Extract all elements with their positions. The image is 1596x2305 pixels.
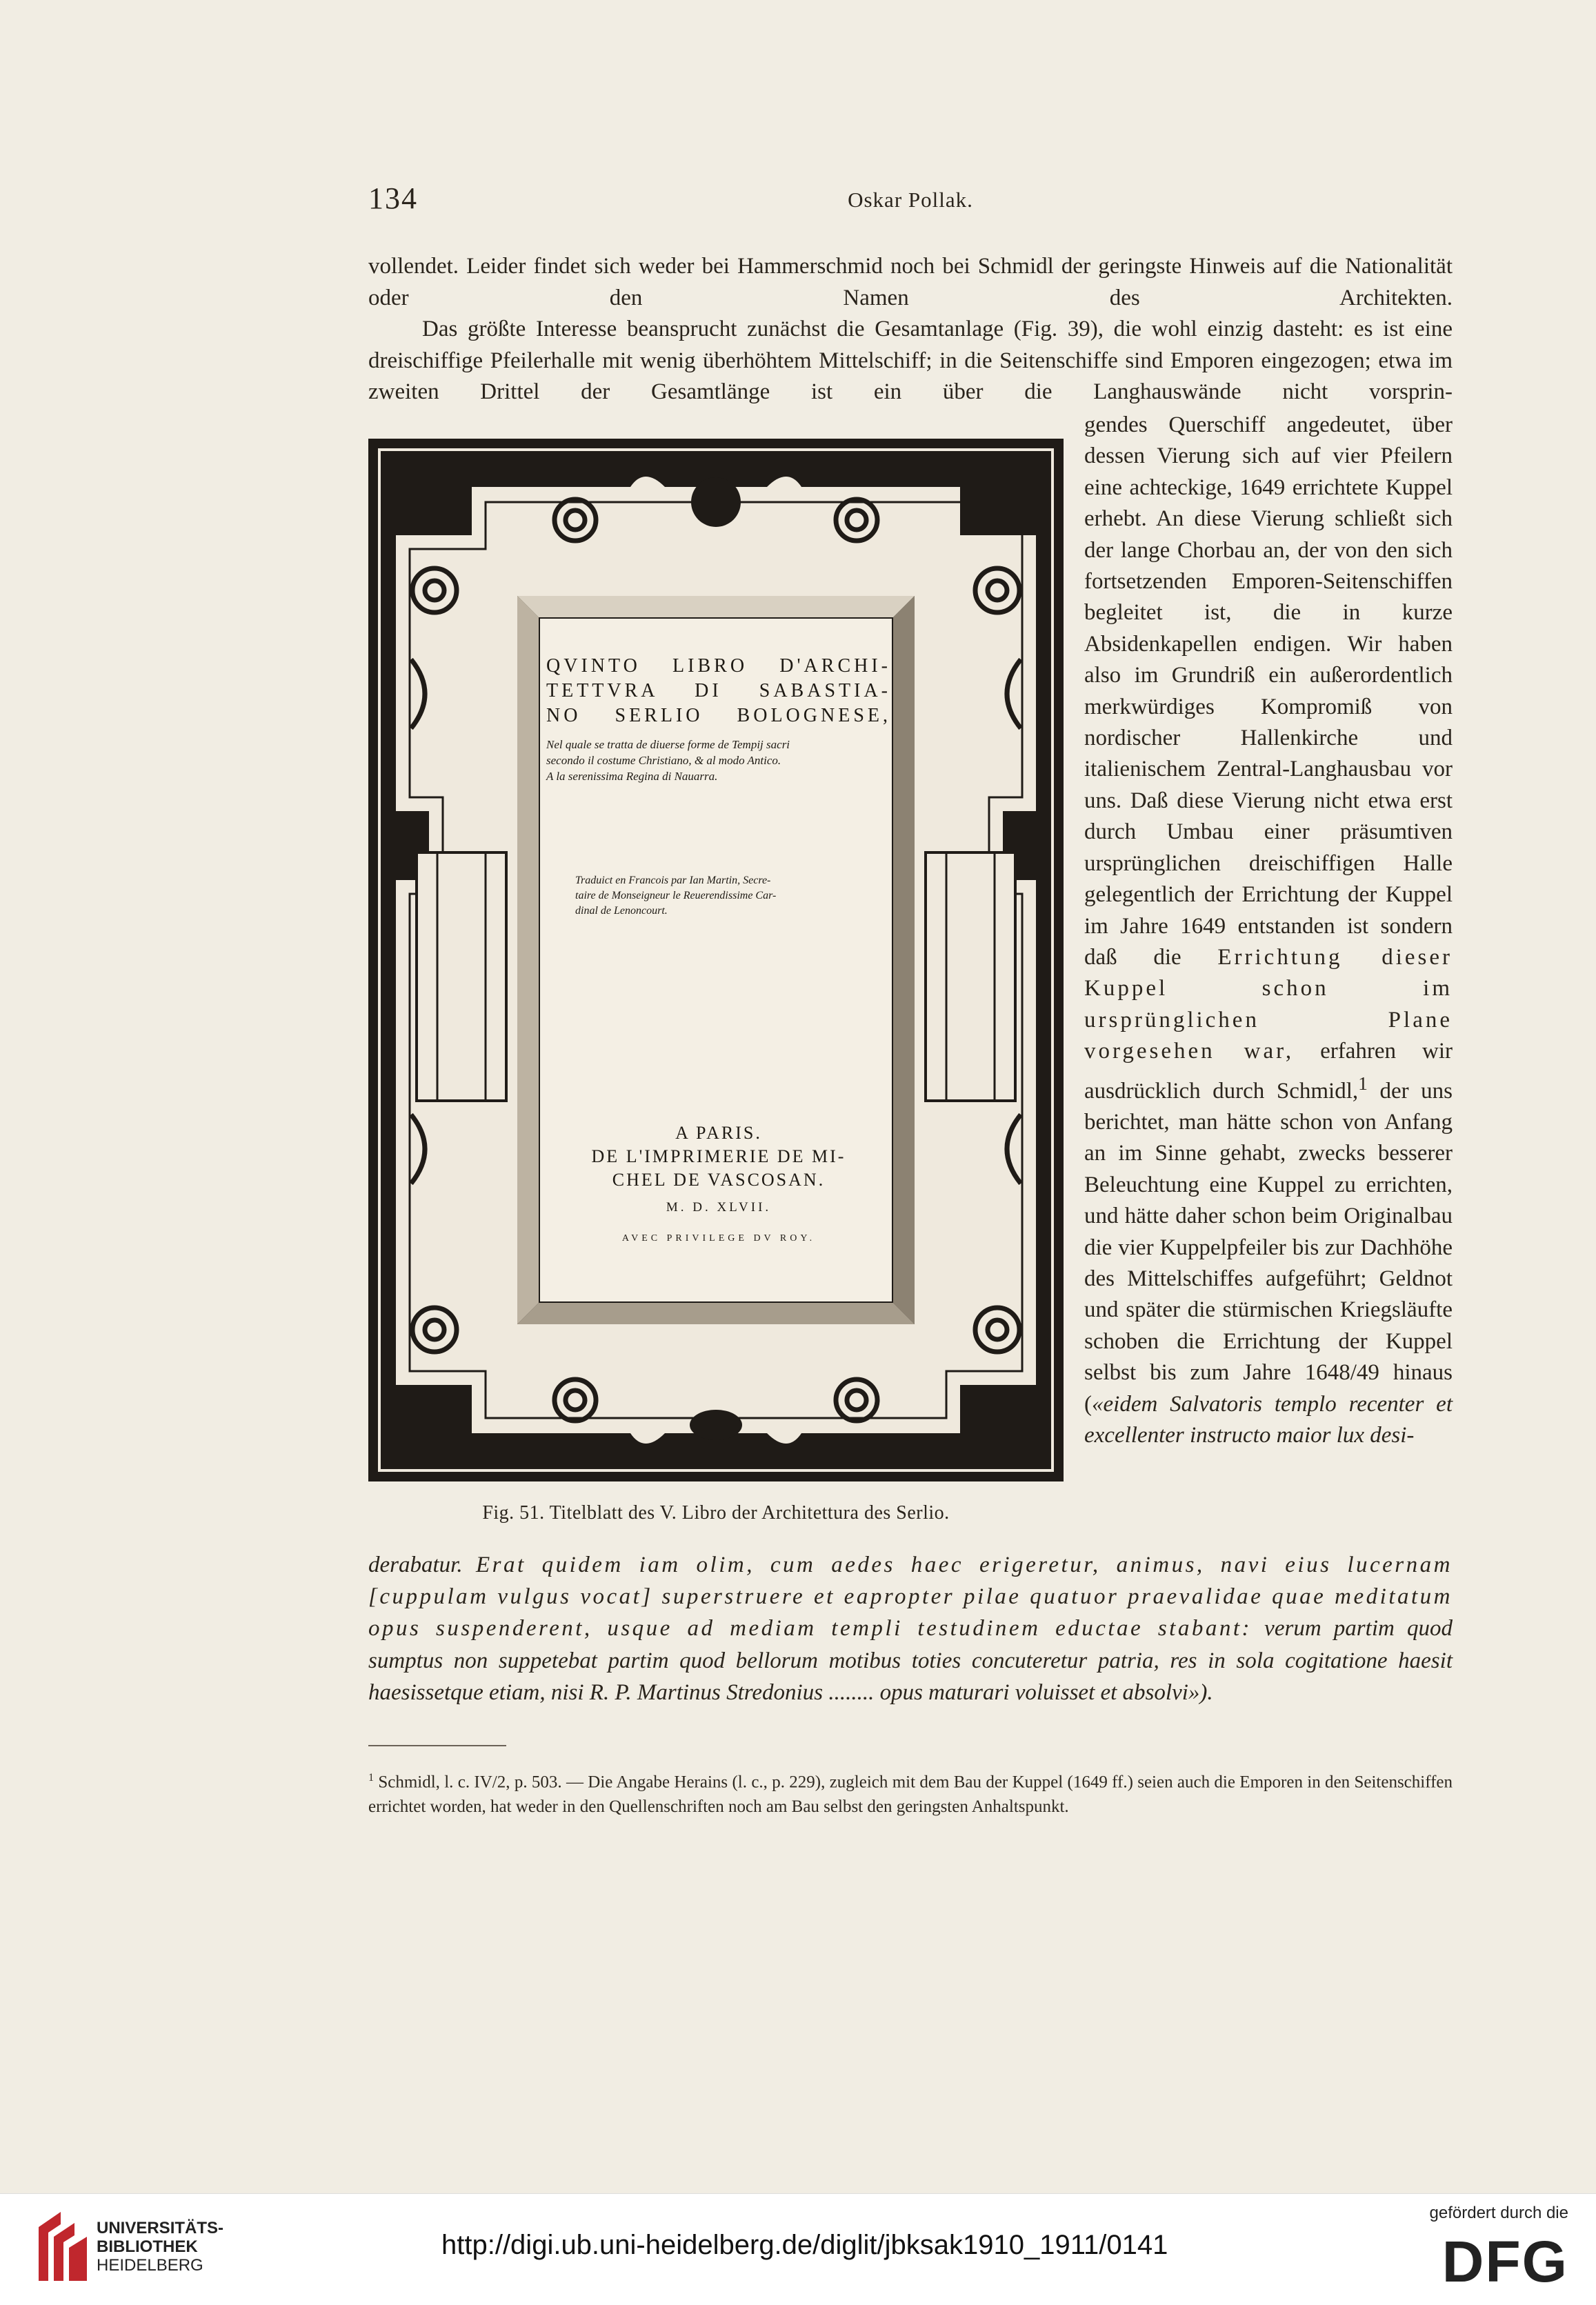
column-paragraph	[1084, 410, 1453, 1451]
title-page-date: M. D. XLVII.	[666, 1200, 772, 1215]
imprint-line: A PARIS.	[675, 1123, 762, 1143]
library-name-line: UNIVERSITÄTS-	[97, 2219, 224, 2237]
title-page-privilege: AVEC PRIVILEGE DV ROY.	[621, 1233, 816, 1244]
latin-quote-start: «eidem Salvatoris templo recenter et excellenter instructo maior lux desi-	[1084, 1391, 1453, 1448]
title-page-imprint	[546, 1121, 891, 1192]
subtitle-line: A la serenissima Regina di Nauarra.	[546, 770, 718, 783]
permalink-url[interactable]: http://digi.ub.uni-heidelberg.de/diglit/jbksak1910_1911/0141	[441, 2230, 1168, 2260]
subtitle-line: secondo il costume Christiano, & al modo Antico.	[546, 754, 781, 767]
ornamental-frame	[368, 439, 1064, 1481]
translation-line: dinal de Lenoncourt.	[575, 905, 668, 917]
intro-text	[368, 251, 1453, 408]
paragraph-2: Das größte Interesse beansprucht zunächst die Gesamtanlage (Fig. 39), die wohl einzig dasteht: es ist eine dreischiffige Pfeilerhalle mit wenig überhöhtem Mittelschiff; in die Seitenschiffe sind Emporen eingezogen; etwa im zweiten Drittel der Gesamtlänge ist ein über die Langhauswände nicht vorsprin-	[368, 317, 1453, 404]
figure-caption: Fig. 51. Titelblatt des V. Libro der Architettura des Serlio.	[482, 1502, 950, 1524]
running-head	[368, 181, 1453, 222]
paragraph-1: vollendet. Leider findet sich weder bei Hammerschmid noch bei Schmidl der geringste Hinweis auf die Nationalität oder den Namen des Architekten.	[368, 254, 1453, 310]
footnote	[368, 1766, 1453, 1819]
title-page-figure	[368, 439, 1064, 1481]
title-line: TETTVRA DI SABASTIA-	[546, 680, 891, 701]
title-page-heading	[546, 654, 891, 728]
spaced-emphasis: Errichtung dieser Kuppel schon im ursprünglichen Plane vorgesehen war,	[1084, 944, 1453, 1064]
translation-line: taire de Monseigneur le Reuerendissime Car-	[575, 890, 777, 901]
footnote-marker: 1	[1358, 1072, 1368, 1094]
column-text-2: erfahren wir ausdrücklich durch Schmidl,	[1084, 1039, 1453, 1104]
title-line: QVINTO LIBRO D'ARCHI-	[546, 655, 891, 677]
page-number: 134	[368, 181, 418, 215]
dfg-logo: DFG	[1442, 2229, 1568, 2294]
footnote-text: Schmidl, l. c. IV/2, p. 503. — Die Angabe Herains (l. c., p. 229), zugleich mit dem Bau der Kuppel (1649 ff.) seien auch die Emporen in den Seitenschiffen errichtet worden, hat weder in den Quellenschriften noch am Bau selbst den geringsten Anhaltspunkt.	[368, 1773, 1453, 1817]
latin-line-1: derabatur.	[368, 1553, 463, 1577]
funding-label: gefördert durch die	[1429, 2204, 1568, 2222]
imprint-line: DE L'IMPRIMERIE DE MI-	[591, 1146, 846, 1166]
title-page-subtitle	[546, 737, 891, 784]
running-title: Oskar Pollak.	[848, 188, 973, 212]
title-line: NO SERLIO BOLOGNESE,	[546, 705, 891, 726]
library-name-line: BIBLIOTHEK	[97, 2237, 198, 2256]
column-text: gendes Querschiff angedeutet, über dessen Vierung sich auf vier Pfeilern eine achteckige, 1649 errichtete Kuppel erhebt. An diese Vierung schließt sich der lange Chorbau an, der von den sich fortsetzenden Emporen-Seitenschiffen begleitet ist, die in kurze Absidenkapellen endigen. Wir haben also im Grundriß ein außerordentlich merkwürdiges Kompromiß von nordischer Hallenkirche und italienischem Zentral-Langhausbau vor uns. Daß diese Vierung nicht etwa erst durch Umbau einer präsumtiven ursprünglichen dreischiffigen Halle gelegentlich der Errichtung der Kuppel im Jahre 1649 entstanden ist sondern daß die	[1084, 412, 1453, 970]
library-logo-icon	[33, 2209, 90, 2285]
digitization-footer	[0, 2193, 1596, 2305]
imprint-line: CHEL DE VASCOSAN.	[612, 1170, 826, 1190]
translation-line: Traduict en Francois par Ian Martin, Secre-	[575, 875, 771, 886]
footnote-rule	[368, 1745, 506, 1746]
library-name	[97, 2219, 223, 2275]
title-page-translation	[575, 873, 879, 919]
latin-paragraph	[368, 1549, 1453, 1708]
latin-rest: verum partim quod sumptus non suppetebat partim quod bellorum motibus toties concuteretur patria, res in sola cogitatione haesit haesissetque etiam, nisi R. P. Martinus Stredonius ........ opus maturari voluisset et absolvi»).	[368, 1616, 1453, 1705]
subtitle-line: Nel quale se tratta de diuerse forme de Tempij sacri	[546, 738, 790, 751]
column-text-3: der uns berichtet, man hätte schon von Anfang an im Sinne gehabt, zwecks besserer Beleuchtung eine Kuppel zu errichten, und hätte daher schon beim Originalbau die vier Kuppelpfeiler bis zur Dachhöhe des Mittelschiffes aufgeführt; Geldnot und später die stürmischen Kriegsläufte schoben die Errichtung der Kuppel selbst bis zum Jahre 1648/49 hinaus (	[1084, 1078, 1453, 1417]
footnote-number: 1	[368, 1772, 374, 1784]
wrapped-column	[1084, 410, 1453, 1451]
latin-spaced: Erat quidem iam olim, cum aedes haec erigeretur, animus, navi eius lucernam [cuppulam vulgus vocat] superstruere et eapropter pilae quatuor praevalidae quae meditatum opus suspenderent, usque ad mediam templi testudinem eductae stabant:	[368, 1553, 1453, 1642]
library-name-line: HEIDELBERG	[97, 2256, 203, 2275]
latin-quotation	[368, 1549, 1453, 1708]
